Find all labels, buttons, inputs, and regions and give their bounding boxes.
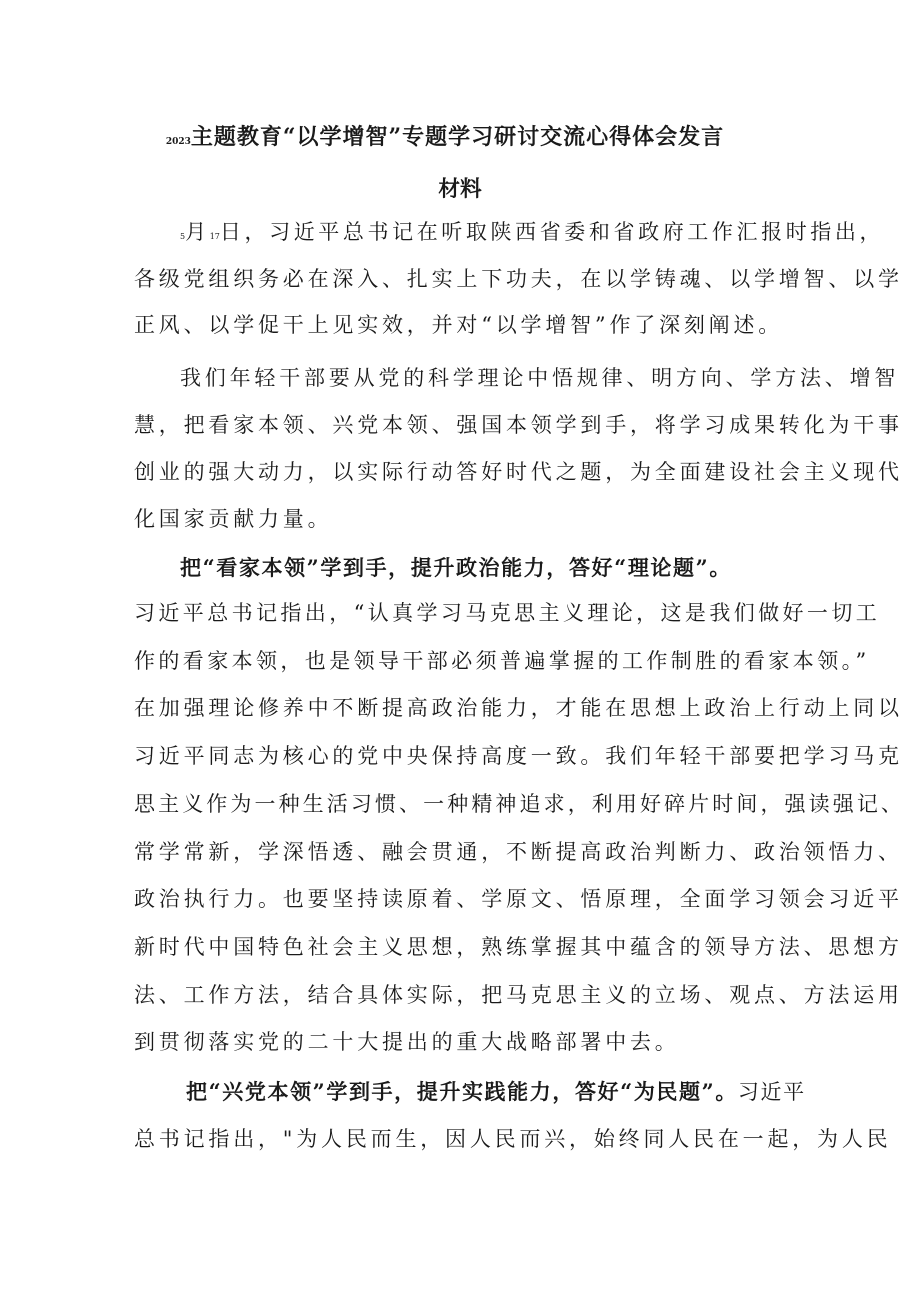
paragraph-3-line-6: 常学常新，学深悟透、融会贯通，不断提高政治判断力、政治领悟力、: [134, 840, 903, 864]
document-title-line-2: 材料: [438, 177, 482, 202]
paragraph-3-line-4: 习近平同志为核心的党中央保持高度一致。我们年轻干部要把学习马克: [134, 744, 903, 768]
title-text: 主题教育“以学增智”专题学习研讨交流心得体会发言: [190, 124, 725, 150]
month-number: 5: [180, 232, 186, 241]
paragraph-3-line-1: 习近平总书记指出，“认真学习马克思主义理论，这是我们做好一切工: [134, 601, 881, 625]
paragraph-2-line-1: 我们年轻干部要从党的科学理论中悟规律、明方向、学方法、增智: [180, 366, 900, 390]
section-heading-2-rest: 习近平: [737, 1080, 806, 1104]
paragraph-3-line-3: 在加强理论修养中不断提高政治能力，才能在思想上政治上行动上同以: [134, 696, 903, 720]
paragraph-3-line-8: 新时代中国特色社会主义思想，熟练掌握其中蕴含的领导方法、思想方: [134, 935, 903, 959]
paragraph-3-line-7: 政治执行力。也要坚持读原着、学原文、悟原理，全面学习领会习近平: [134, 887, 903, 911]
month-char: 月: [185, 220, 210, 244]
title-year: 2023: [165, 137, 191, 147]
paragraph-4-line-1: 总书记指出，"为人民而生，因人民而兴，始终同人民在一起，为人民: [134, 1127, 892, 1151]
section-heading-2-bold: 把“兴党本领”学到手，提升实践能力，答好“为民题”。: [186, 1079, 738, 1104]
paragraph-2-line-3: 创业的强大动力，以实际行动答好时代之题，为全面建设社会主义现代: [134, 460, 903, 484]
paragraph-1-line-1: [180, 218, 884, 251]
paragraph-3-line-2: 作的看家本领，也是领导干部必须普遍掌握的工作制胜的看家本领。”: [134, 649, 870, 673]
paragraph-3-line-9: 法、工作方法，结合具体实际，把马克思主义的立场、观点、方法运用: [134, 983, 903, 1007]
paragraph-1-line-3: 正风、以学促干上见实效，并对“以学增智”作了深刻阐述。: [134, 313, 784, 337]
document-title-line-1: [0, 120, 905, 151]
day-number: 17: [209, 232, 220, 241]
paragraph-3-line-10: 到贯彻落实党的二十大提出的重大战略部署中去。: [134, 1030, 680, 1054]
section-heading-2: [186, 1078, 806, 1106]
paragraph-2-line-4: 化国家贡献力量。: [134, 507, 333, 531]
paragraph-1-line-1-text: 日，习近平总书记在听取陕西省委和省政府工作汇报时指出，: [219, 220, 885, 244]
paragraph-2-line-2: 慧，把看家本领、兴党本领、强国本领学到手，将学习成果转化为干事: [134, 413, 903, 437]
section-heading-1: 把“看家本领”学到手，提升政治能力，答好“理论题”。: [180, 555, 732, 580]
paragraph-3-line-5: 思主义作为一种生活习惯、一种精神追求，利用好碎片时间，强读强记、: [134, 792, 905, 816]
paragraph-1-line-2: 各级党组织务必在深入、扎实上下功夫，在以学铸魂、以学增智、以学: [134, 267, 903, 291]
